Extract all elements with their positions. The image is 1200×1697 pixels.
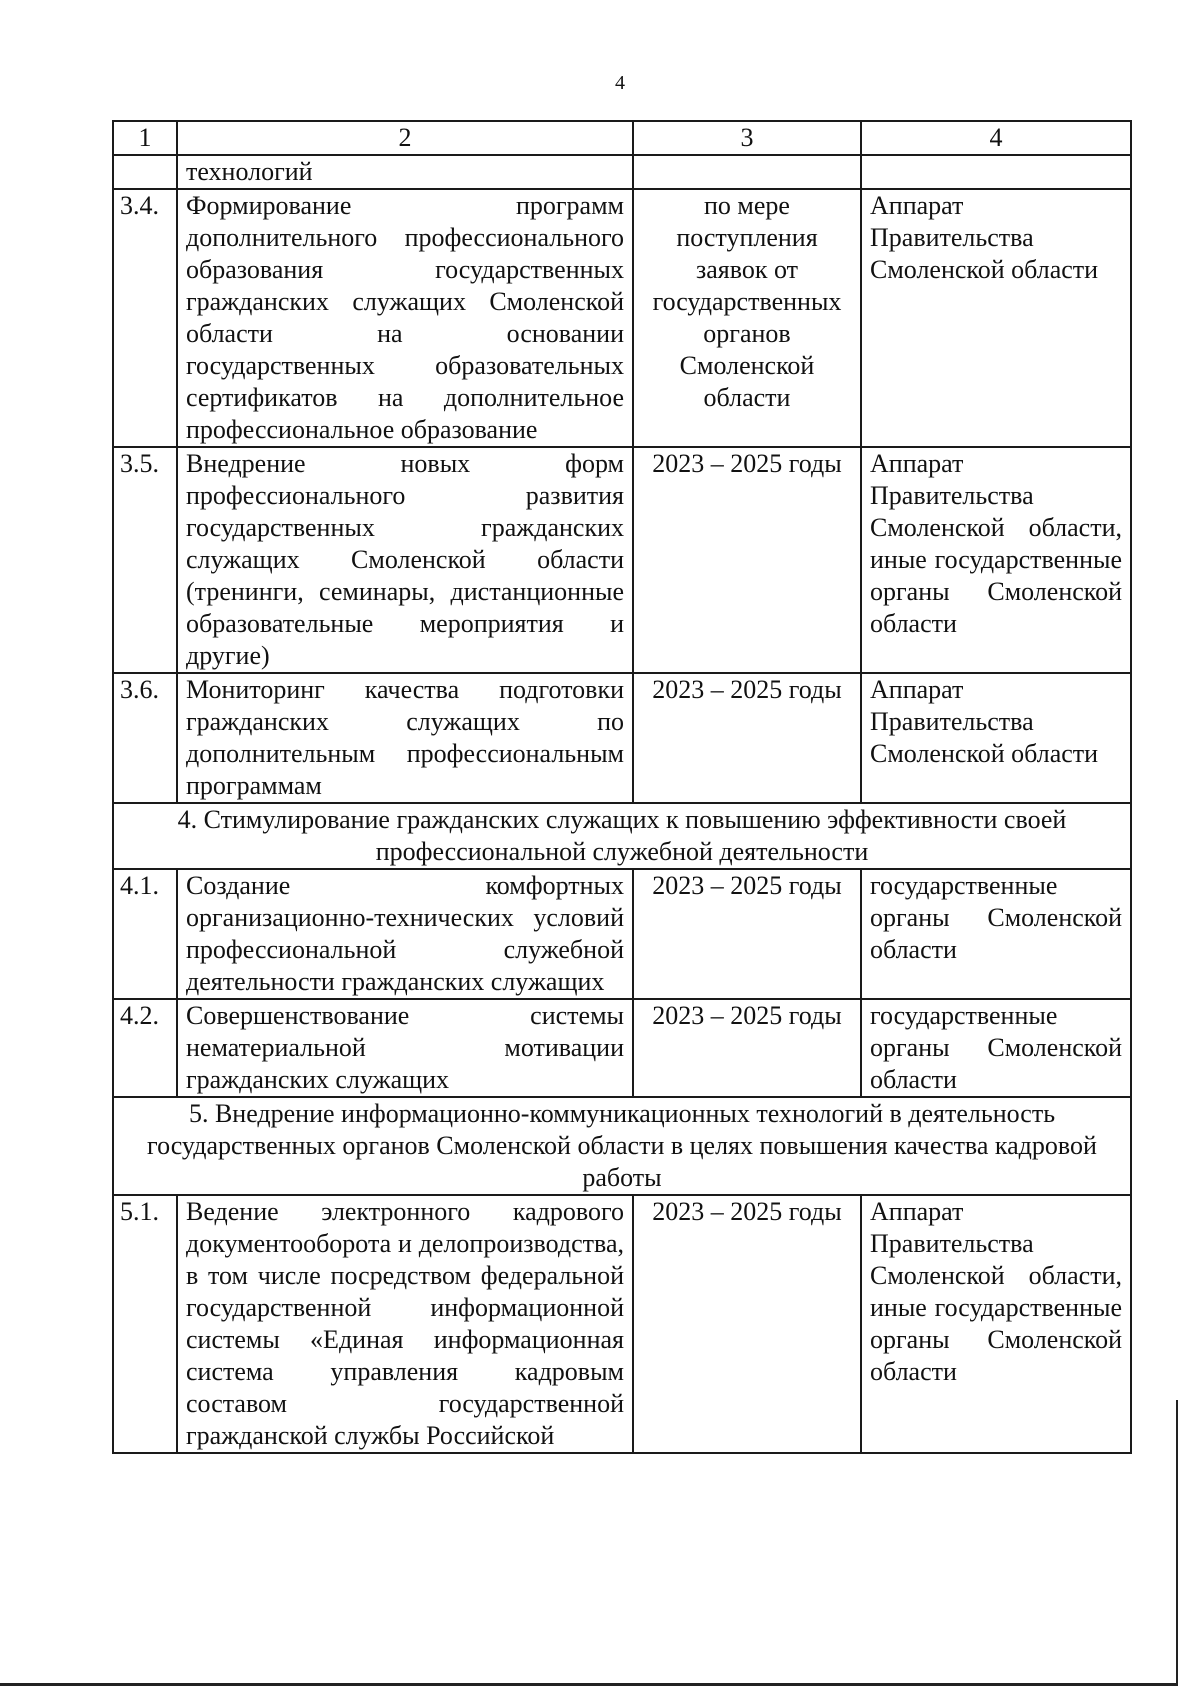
item-term [633,155,861,189]
item-description: Ведение электронного кадрового документооборота и делопроизводства, в том числе посредством федеральной государственной информационной системы «Единая информационная система управления кадровым составом государственной гражданской службы Российской [177,1195,633,1453]
item-term: 2023 – 2025 годы [633,1195,861,1453]
item-responsible: государственные органы Смоленской области [861,999,1131,1097]
item-number [113,155,177,189]
item-description: Мониторинг качества подготовки гражданских служащих по дополнительным профессиональным программам [177,673,633,803]
item-responsible: Аппарат Правительства Смоленской области, иные государственные органы Смоленской области [861,1195,1131,1453]
item-number: 3.5. [113,447,177,673]
page-edge-right [1176,1400,1178,1685]
item-responsible: Аппарат Правительства Смоленской области [861,189,1131,447]
item-responsible: государственные органы Смоленской области [861,869,1131,999]
section-row [113,803,1131,869]
item-number: 4.1. [113,869,177,999]
item-description: Формирование программ дополнительного профессионального образования государственных гражданских служащих Смоленской области на основании государственных образовательных сертификатов на дополнительное профессиональное образование [177,189,633,447]
item-number: 4.2. [113,999,177,1097]
table-row [113,673,1131,803]
item-description: Совершенствование системы нематериальной мотивации гражданских служащих [177,999,633,1097]
item-term: 2023 – 2025 годы [633,447,861,673]
item-responsible [861,155,1131,189]
item-responsible: Аппарат Правительства Смоленской области [861,673,1131,803]
item-term: по мере поступления заявок от государственных органов Смоленской области [633,189,861,447]
page-number: 4 [615,72,625,94]
column-header: 4 [861,121,1131,155]
item-number: 3.4. [113,189,177,447]
item-number: 3.6. [113,673,177,803]
item-term: 2023 – 2025 годы [633,999,861,1097]
item-number: 5.1. [113,1195,177,1453]
section-row [113,1097,1131,1195]
table-row [113,189,1131,447]
table-row [113,155,1131,189]
column-header: 3 [633,121,861,155]
column-header: 2 [177,121,633,155]
table-row [113,447,1131,673]
section-heading: 4. Стимулирование гражданских служащих к повышению эффективности своей профессиональной служебной деятельности [113,803,1131,869]
activities-table [112,120,1132,1454]
column-header: 1 [113,121,177,155]
item-responsible: Аппарат Правительства Смоленской области, иные государственные органы Смоленской области [861,447,1131,673]
item-term: 2023 – 2025 годы [633,673,861,803]
item-description: Внедрение новых форм профессионального развития государственных гражданских служащих Смоленской области (тренинги, семинары, дистанционные образовательные мероприятия и другие) [177,447,633,673]
item-term: 2023 – 2025 годы [633,869,861,999]
table-row [113,869,1131,999]
table-header-row [113,121,1131,155]
section-heading: 5. Внедрение информационно-коммуникационных технологий в деятельность государственных органов Смоленской области в целях повышения качества кадровой работы [113,1097,1131,1195]
item-description: Создание комфортных организационно-технических условий профессиональной служебной деятельности гражданских служащих [177,869,633,999]
page-edge-bottom [0,1683,1178,1686]
item-description: технологий [177,155,633,189]
table-row [113,999,1131,1097]
table-row [113,1195,1131,1453]
